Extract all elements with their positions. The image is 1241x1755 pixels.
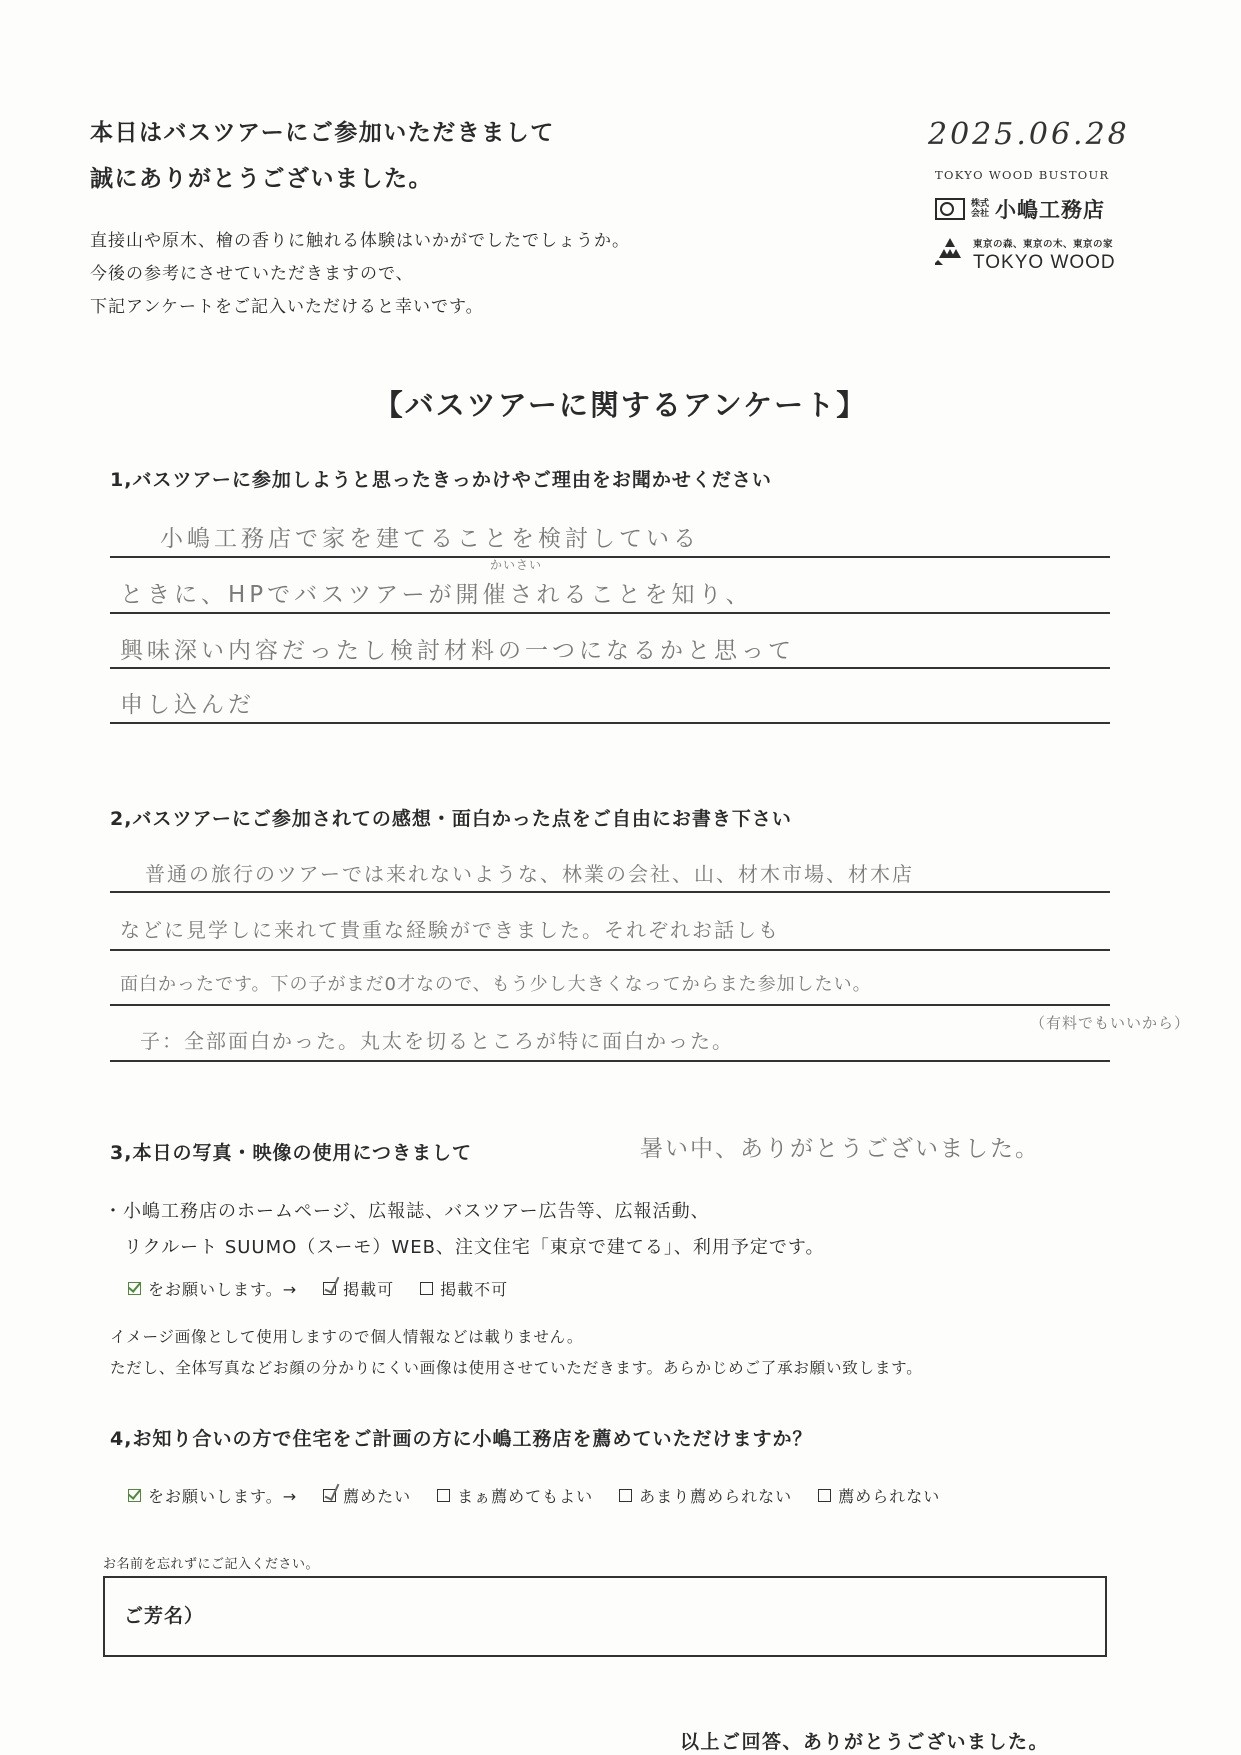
q2-answer-line: などに見学しに来れて貴重な経験ができました。それぞれお話しも xyxy=(120,918,780,942)
q1-answer-line: ときに、HPでバスツアーが開催されることを知り、 xyxy=(120,582,753,608)
checkbox-recommend[interactable] xyxy=(323,1489,336,1502)
option-label: あまり薦められない xyxy=(639,1487,793,1506)
question-1-label: 1,バスツアーに参加しようと思ったきっかけやご理由をお聞かせください xyxy=(110,469,772,491)
q1-answer-line: 興味深い内容だったし検討材料の一つになるかと思って xyxy=(120,638,795,664)
company-prefix: 株式会社 xyxy=(971,199,990,219)
option-label: 薦められない xyxy=(838,1487,941,1506)
checkbox-hardly-recommend[interactable] xyxy=(619,1489,632,1502)
option-deny-label: 掲載不可 xyxy=(440,1280,509,1299)
q1-furigana: かいさい xyxy=(490,558,543,572)
q3-handwritten-note: 暑い中、ありがとうございました。 xyxy=(640,1136,1040,1162)
checkbox-not-recommend[interactable] xyxy=(818,1489,831,1502)
q2-answer-note: （有料でもいいから） xyxy=(1030,1014,1191,1032)
name-field[interactable] xyxy=(103,1576,1107,1657)
checkbox-deny[interactable] xyxy=(420,1282,433,1295)
survey-title: 【バスツアーに関するアンケート】 xyxy=(373,388,868,422)
option-label: まぁ薦めてもよい xyxy=(457,1487,594,1506)
question-2-label: 2,バスツアーにご参加されての感想・面白かった点をご自由にお書き下さい xyxy=(110,808,792,830)
company-logo xyxy=(935,194,1105,224)
tokyo-wood-mark-icon xyxy=(935,236,965,266)
check-instruction: をお願いします。→ xyxy=(148,1280,298,1299)
checkbox-maybe-recommend[interactable] xyxy=(437,1489,450,1502)
check-instruction: をお願いします。→ xyxy=(148,1487,298,1506)
event-date: 2025.06.28 xyxy=(928,117,1130,152)
name-hint: お名前を忘れずにご記入ください。 xyxy=(103,1557,320,1572)
q3-note-line: イメージ画像として使用しますので個人情報などは載りません。 xyxy=(110,1328,584,1346)
example-check-icon xyxy=(128,1282,141,1295)
checkbox-allow[interactable] xyxy=(323,1282,336,1295)
intro-title xyxy=(90,110,555,202)
answer-rule xyxy=(110,949,1110,951)
intro-title-line: 誠にありがとうございました。 xyxy=(90,166,433,192)
question-3-label: 3,本日の写真・映像の使用につきまして xyxy=(110,1142,473,1164)
answer-rule xyxy=(110,1004,1110,1006)
company-name: 小嶋工務店 xyxy=(995,198,1105,222)
answer-rule xyxy=(110,667,1110,669)
option-label: 薦めたい xyxy=(343,1487,412,1506)
q1-answer-line: 小嶋工務店で家を建てることを検討している xyxy=(160,526,700,552)
q2-answer-line: 子：全部面白かった。丸太を切るところが特に面白かった。 xyxy=(140,1029,734,1053)
q2-answer-line: 面白かったです。下の子がまだ0才なので、もう少し大きくなってからまた参加したい。 xyxy=(120,974,872,995)
intro-body-line: 直接山や原木、檜の香りに触れる体験はいかがでしたでしょうか。 xyxy=(90,231,630,251)
answer-rule xyxy=(110,891,1110,893)
tokyo-wood-brand: TOKYO WOOD xyxy=(973,252,1116,273)
intro-body-line: 今後の参考にさせていただきますので、 xyxy=(90,264,414,284)
q4-options-row xyxy=(128,1484,940,1507)
closing-message: 以上ご回答、ありがとうございました。 xyxy=(680,1731,1050,1753)
tokyo-wood-logo xyxy=(935,236,1116,274)
intro-body xyxy=(90,225,630,324)
q2-answer-line: 普通の旅行のツアーでは来れないような、林業の会社、山、材木市場、材木店 xyxy=(145,862,914,886)
q3-consent-row xyxy=(128,1277,508,1300)
intro-body-line: 下記アンケートをご記入いただけると幸いです。 xyxy=(90,297,484,317)
answer-rule xyxy=(110,722,1110,724)
q3-usage-line: リクルート SUUMO（スーモ）WEB、注文住宅「東京で建てる」、利用予定です。 xyxy=(124,1237,825,1258)
tour-name: TOKYO WOOD BUSTOUR xyxy=(935,168,1110,182)
q1-answer-line: 申し込んだ xyxy=(120,692,255,718)
intro-title-line: 本日はバスツアーにご参加いただきまして xyxy=(90,120,555,146)
company-mark-icon xyxy=(935,198,965,220)
q3-note-line: ただし、全体写真などお顔の分かりにくい画像は使用させていただきます。あらかじめご了承お願い致します。 xyxy=(110,1359,923,1377)
question-4-label: 4,お知り合いの方で住宅をご計画の方に小嶋工務店を薦めていただけますか？ xyxy=(110,1428,813,1450)
name-label: ご芳名） xyxy=(124,1605,205,1627)
tokyo-wood-tagline: 東京の森、東京の木、東京の家 xyxy=(973,239,1114,250)
q3-usage-line: ・小嶋工務店のホームページ、広報誌、バスツアー広告等、広報活動、 xyxy=(104,1201,710,1222)
answer-rule xyxy=(110,556,1110,558)
option-allow-label: 掲載可 xyxy=(343,1280,395,1299)
answer-rule xyxy=(110,612,1110,614)
answer-rule xyxy=(110,1060,1110,1062)
example-check-icon xyxy=(128,1489,141,1502)
